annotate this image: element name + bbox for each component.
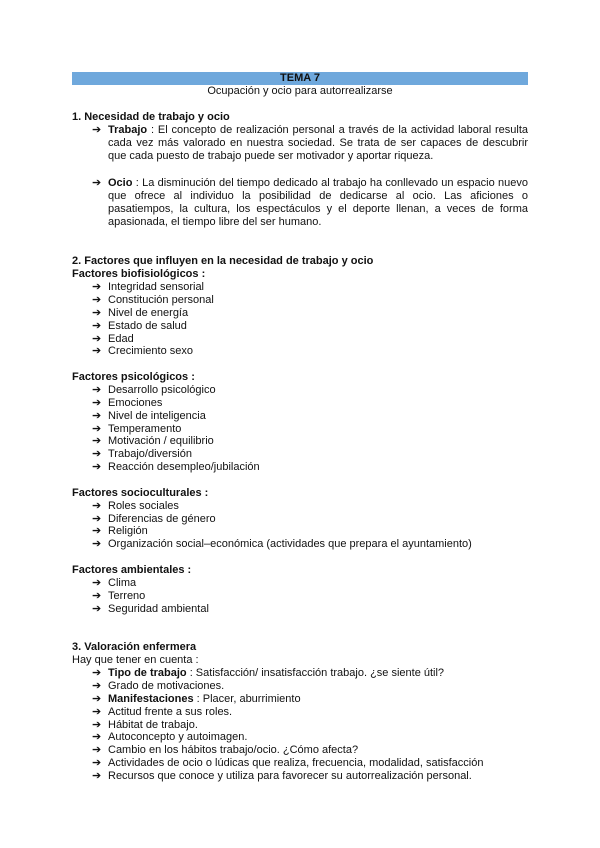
list-item: ➔ Temperamento: [92, 422, 182, 435]
arrow-icon: ➔: [92, 460, 102, 473]
arrow-icon: ➔: [92, 332, 102, 345]
list-item: ➔ Autoconcepto y autoimagen.: [92, 731, 248, 744]
group-list: [72, 384, 528, 474]
group-list: [72, 577, 528, 615]
arrow-icon: ➔: [92, 384, 102, 397]
list-item: ➔ Estado de salud: [92, 319, 187, 332]
arrow-icon: ➔: [92, 345, 102, 358]
list-item: ➔ Reacción desempleo/jubilación: [92, 460, 260, 473]
arrow-icon: ➔: [92, 176, 102, 189]
section-3-intro: Hay que tener en cuenta :: [72, 654, 199, 667]
list-item: ➔ Terreno: [92, 589, 146, 602]
arrow-icon: ➔: [92, 307, 102, 320]
item-term: Trabajo: [108, 124, 148, 136]
list-item: ➔ Organización social–económica (actividades que prepara el ayuntamiento): [92, 538, 472, 551]
group-title: Factores psicológicos :: [72, 371, 195, 384]
list-item: ➔ Religión: [92, 525, 148, 538]
list-item: ➔ Nivel de energía: [92, 307, 189, 320]
list-item: ➔ Actitud frente a sus roles.: [92, 705, 233, 718]
arrow-icon: ➔: [92, 692, 102, 705]
arrow-icon: ➔: [92, 576, 102, 589]
arrow-icon: ➔: [92, 448, 102, 461]
arrow-icon: ➔: [92, 667, 102, 680]
arrow-icon: ➔: [92, 124, 102, 136]
group-title: Factores ambientales :: [72, 563, 192, 576]
section-3-heading: 3. Valoración enfermera: [72, 641, 197, 654]
list-item: ➔ Seguridad ambiental: [92, 602, 209, 615]
arrow-icon: ➔: [92, 744, 102, 757]
section-1-list-2: [72, 177, 528, 230]
arrow-icon: ➔: [92, 281, 102, 294]
arrow-icon: ➔: [92, 435, 102, 448]
arrow-icon: ➔: [92, 409, 102, 422]
list-item: ➔ Emociones: [92, 397, 163, 409]
list-item: [92, 124, 528, 164]
arrow-icon: ➔: [92, 705, 102, 718]
list-item: ➔ Motivación / equilibrio: [92, 435, 214, 448]
list-item: ➔ Crecimiento sexo: [92, 345, 193, 358]
arrow-icon: ➔: [92, 538, 102, 551]
list-item: ➔ Clima: [92, 576, 137, 589]
list-item: ➔ Recursos que conoce y utiliza para favorecer su autorrealización personal.: [92, 769, 472, 782]
list-item: ➔ Manifestaciones : Placer, aburrimiento: [92, 692, 301, 705]
list-item: ➔ Edad: [92, 332, 134, 345]
arrow-icon: ➔: [92, 756, 102, 769]
section-2-heading: 2. Factores que influyen en la necesidad de trabajo y ocio: [72, 255, 374, 268]
arrow-icon: ➔: [92, 422, 102, 435]
topic-title: TEMA 7: [72, 72, 528, 85]
arrow-icon: ➔: [92, 525, 102, 538]
group-list: [72, 281, 528, 358]
arrow-icon: ➔: [92, 718, 102, 731]
arrow-icon: ➔: [92, 680, 102, 693]
arrow-icon: ➔: [92, 589, 102, 602]
arrow-icon: ➔: [92, 294, 102, 307]
list-item: ➔ Constitución personal: [92, 294, 214, 307]
item-term: Ocio: [108, 176, 133, 189]
section-1-list: [72, 124, 528, 164]
arrow-icon: ➔: [92, 397, 102, 409]
list-item: ➔ Diferencias de género: [92, 512, 216, 525]
list-item: ➔ Desarrollo psicológico: [92, 384, 216, 397]
list-item: ➔ Cambio en los hábitos trabajo/ocio. ¿Cómo afecta?: [92, 744, 359, 757]
list-item: ➔ Tipo de trabajo : Satisfacción/ insatisfacción trabajo. ¿se siente útil?: [92, 667, 445, 680]
group-title: Factores biofisiológicos :: [72, 268, 206, 281]
list-item: [92, 177, 528, 230]
arrow-icon: ➔: [92, 602, 102, 615]
list-item: ➔ Trabajo/diversión: [92, 448, 192, 461]
arrow-icon: ➔: [92, 731, 102, 744]
section-3-list: [72, 667, 528, 782]
arrow-icon: ➔: [92, 319, 102, 332]
item-text: : El concepto de realización personal a través de la actividad laboral resulta cada vez más valorado en nuestra sociedad. Se trata de ser capaces de descubrir que cada puesto de trabajo puede ser motivador y aportar riqueza.: [108, 124, 528, 163]
arrow-icon: ➔: [92, 499, 102, 512]
list-item: ➔ Grado de motivaciones.: [92, 680, 225, 693]
list-item: ➔ Actividades de ocio o lúdicas que realiza, frecuencia, modalidad, satisfacción: [92, 756, 484, 769]
group-list: [72, 500, 528, 551]
list-item: ➔ Roles sociales: [92, 499, 179, 512]
arrow-icon: ➔: [92, 512, 102, 525]
list-item: ➔ Nivel de inteligencia: [92, 409, 206, 422]
section-1-heading: 1. Necesidad de trabajo y ocio: [72, 111, 230, 123]
topic-subtitle: Ocupación y ocio para autorrealizarse: [207, 85, 393, 97]
list-item: ➔ Integridad sensorial: [92, 281, 205, 294]
item-text: : La disminución del tiempo dedicado al trabajo ha conllevado un espacio nuevo que ofrece al individuo la posibilidad de dedicarse al ocio. Las aficiones o pasatiempos, la cultura, los espectáculos y el deporte llenan, a veces de forma apasionada, el tiempo libre del ser humano.: [108, 176, 528, 229]
list-item: ➔ Hábitat de trabajo.: [92, 718, 198, 731]
group-title: Factores socioculturales :: [72, 486, 209, 499]
arrow-icon: ➔: [92, 769, 102, 782]
page-content: [72, 72, 528, 783]
